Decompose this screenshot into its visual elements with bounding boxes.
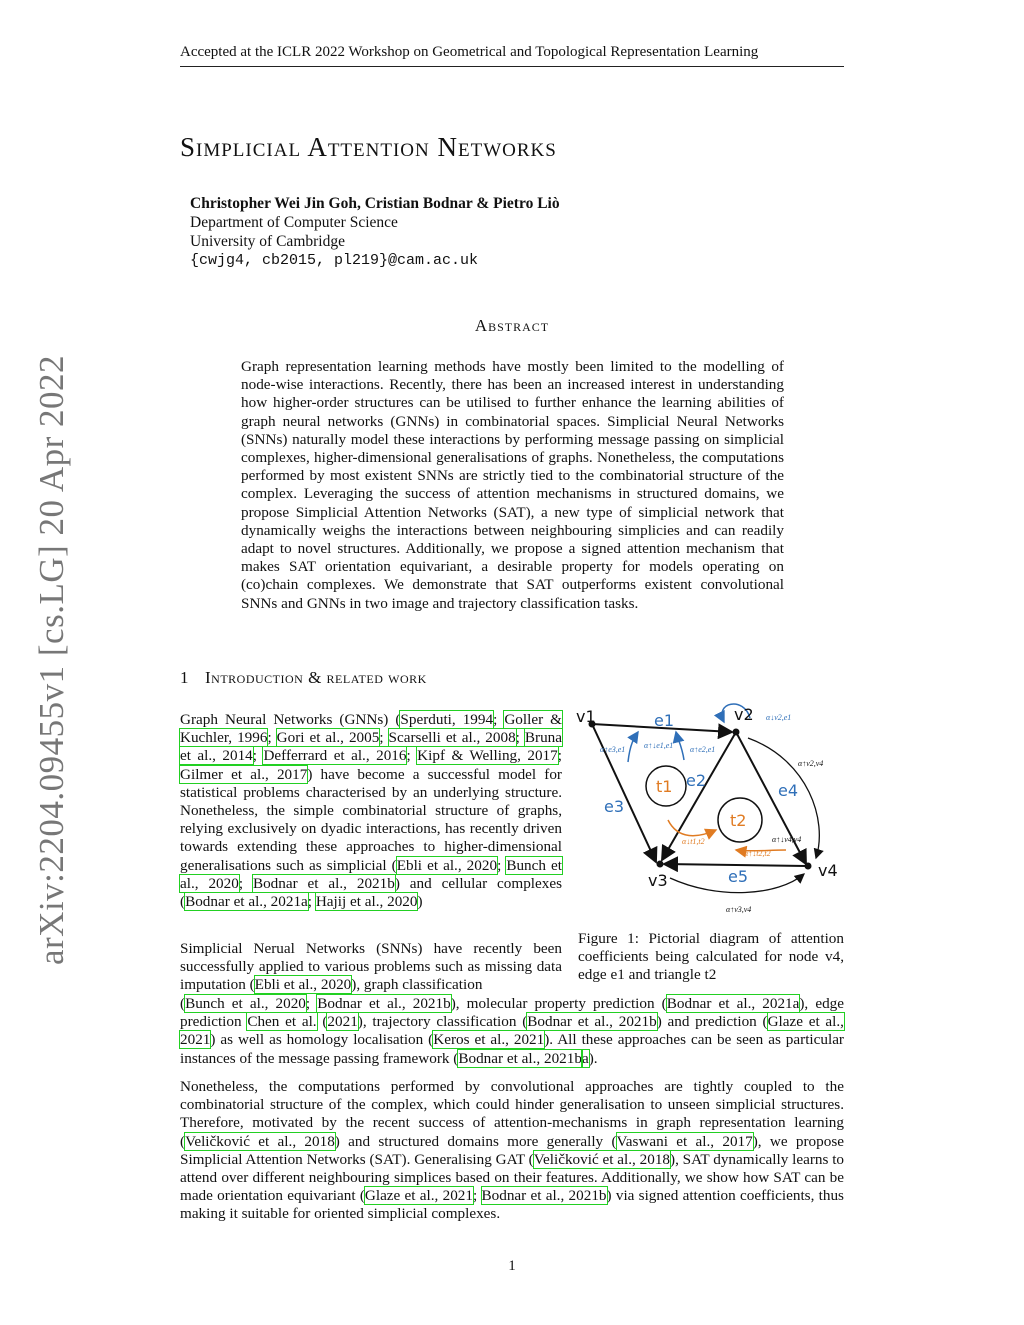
abstract-heading: Abstract	[474, 316, 550, 335]
citation-link[interactable]: Bodnar et al., 2021b	[458, 1049, 582, 1067]
citation-link[interactable]: Bodnar et al., 2021b	[317, 995, 451, 1012]
svg-text:α↑e3,e1: α↑e3,e1	[600, 745, 626, 754]
svg-text:α↑v3,v4: α↑v3,v4	[726, 905, 752, 914]
citation-link[interactable]: Keros et al., 2021	[433, 1031, 545, 1049]
vertex-v2	[733, 729, 740, 736]
figure-1	[578, 700, 844, 925]
citation-link[interactable]: Defferrard et al., 2016	[263, 747, 407, 765]
label-e4: e4	[778, 781, 799, 800]
citation-link[interactable]: Gilmer et al., 2017	[180, 765, 308, 783]
citation-link[interactable]: Bodnar et al., 2021b	[527, 1013, 657, 1031]
author-department: Department of Computer Science	[190, 214, 398, 231]
citation-link[interactable]: Bruna et al., 2014	[180, 729, 562, 765]
citation-link[interactable]: Bodnar et al., 2021b	[252, 874, 395, 892]
svg-text:α↑↓t2,t2: α↑↓t2,t2	[744, 849, 771, 858]
label-v1: v1	[576, 707, 596, 726]
citation-link[interactable]: a	[581, 1049, 589, 1067]
vertex-v4	[805, 863, 812, 870]
label-t2: t2	[730, 811, 747, 830]
citation-link[interactable]: Veličković et al., 2018	[533, 1150, 671, 1168]
label-v3: v3	[648, 871, 668, 890]
vertex-v3	[657, 861, 664, 868]
citation-link[interactable]: Scarselli et al., 2008	[388, 729, 516, 747]
svg-text:α↑e2,e1: α↑e2,e1	[690, 745, 716, 754]
citation-link[interactable]: Bodnar et al., 2021b	[481, 1187, 607, 1205]
abstract-text: Graph representation learning methods have mostly been limited to the modelling of node-wise interactions. Recently, there has been an increased interest in understanding how higher-order structures can be utilised to further enhance the learning abilities of graph neural networks (GNNs) in combinatorial spaces. Simplicial Neural Networks (SNNs) naturally model these interactions by performing message passing on simplicial complexes, higher-dimensional generalisations of graphs. Nonetheless, the computations performed by most existent SNNs are strictly tied to the combinatorial structure of the complex. Leveraging the success of attention mechanisms in structured domains, we propose Simplicial Attention Networks (SAT), a new type of simplicial network that dynamically weighs the interactions between neighbouring simplicies and can readily adapt to novel structures. Additionally, we propose a signed attention mechanism that makes SAT orientation equivariant, a desirable property for models operating on (co)chain complexes. We demonstrate that SAT outperforms existent convolutional SNNs and GNNs in two image and trajectory classification tasks.	[241, 358, 784, 612]
author-university: University of Cambridge	[190, 233, 345, 250]
label-t1: t1	[656, 777, 673, 796]
author-email[interactable]: {cwjg4, cb2015, pl219}@cam.ac.uk	[190, 252, 479, 269]
citation-link[interactable]: Glaze et al., 2021	[180, 1013, 844, 1049]
citation-link[interactable]: Gori et al., 2005	[276, 729, 380, 747]
intro-paragraph-2-cont: (Bunch et al., 2020; Bodnar et al., 2021b), molecular property prediction (Bodnar et al., 2021a), edge prediction Chen et al. (2021), trajectory classification (Bodnar et al., 2021b) and prediction (Glaze et al., 2021) as well as homology localisation (Keros et al., 2021). All these approaches can be seen as particular instances of the message passing framework (Bodnar et al., 2021ba).	[180, 995, 844, 1067]
citation-link[interactable]: Ebli et al., 2020	[254, 976, 352, 994]
author-names: Christopher Wei Jin Goh, Cristian Bodnar & Pietro Liò	[190, 195, 560, 212]
citation-link[interactable]: Bodnar et al., 2021a	[666, 995, 800, 1012]
svg-text:α↑↓v4,v4: α↑↓v4,v4	[772, 835, 802, 844]
label-e3: e3	[604, 797, 625, 816]
intro-paragraph-2-start: Simplicial Nerual Networks (SNNs) have recently been successfully applied to various problems such as missing data imputation (Ebli et al., 2020), graph classification	[180, 940, 562, 994]
header-rule	[180, 66, 844, 67]
header-note: Accepted at the ICLR 2022 Workshop on Geometrical and Topological Representation Learning	[180, 44, 759, 60]
svg-text:α↓v2,e1: α↓v2,e1	[766, 713, 792, 722]
citation-link[interactable]: Sperduti, 1994	[400, 711, 494, 728]
citation-link[interactable]: Goller & Kuchler, 1996	[180, 711, 562, 747]
citation-link[interactable]: Vaswani et al., 2017	[616, 1132, 753, 1150]
intro-paragraph-1: Graph Neural Networks (GNNs) (Sperduti, 1994; Goller & Kuchler, 1996; Gori et al., 2005; Scarselli et al., 2008; Bruna et al., 2014; Defferrard et al., 2016; Kipf & Welling, 2017; Gilmer et al., 2017) have become a successful model for statistical problems characterised by an underlying structure. Nonetheless, the simple combinatorial structure of graphs, relying exclusively on dyadic interactions, has recently driven towards extending these approaches to higher-dimensional generalisations such as simplicial (Ebli et al., 2020; Bunch et al., 2020; Bodnar et al., 2021b) and cellular complexes (Bodnar et al., 2021a; Hajij et al., 2020)	[180, 711, 562, 911]
citation-link[interactable]: Hajij et al., 2020	[315, 893, 418, 911]
attention-diagram	[578, 700, 844, 925]
svg-text:α↓t1,t2: α↓t1,t2	[682, 837, 705, 846]
arxiv-id[interactable]: arXiv:2204.09455v1 [cs.LG] 20 Apr 2022	[32, 354, 71, 966]
figure-caption: Figure 1: Pictorial diagram of attention coefficients being calculated for node v4, edge e1 and triangle t2	[578, 930, 844, 984]
intro-paragraph-3: Nonetheless, the computations performed by convolutional approaches are tightly coupled to the combinatorial structure of the complex, which could hinder generalisation to unseen simplicial structures. Therefore, motivated by the recent success of attention-mechanisms in graph representation learning (Veličković et al., 2018) and structured domains more generally (Vaswani et al., 2017), we propose Simplicial Attention Networks (SAT). Generalising GAT (Veličković et al., 2018), SAT dynamically learns to attend over different neighbouring simplices based on their features. Additionally, we show how SAT can be made orientation equivariant (Glaze et al., 2021; Bodnar et al., 2021b) via signed attention coefficients, thus making it suitable for oriented simplicial complexes.	[180, 1078, 845, 1223]
citation-link[interactable]: Kipf & Welling, 2017	[417, 747, 558, 765]
label-e5: e5	[728, 867, 749, 886]
author-block	[190, 194, 560, 270]
svg-text:α↑↓e1,e1: α↑↓e1,e1	[644, 741, 674, 750]
citation-link[interactable]: Bunch et al., 2020	[185, 995, 306, 1012]
citation-link[interactable]: Chen et al.	[247, 1013, 317, 1031]
section-heading	[180, 668, 427, 688]
citation-link[interactable]: Bunch et al., 2020	[180, 856, 562, 892]
citation-link[interactable]: Bodnar et al., 2021a	[185, 893, 308, 911]
page-number: 1	[508, 1258, 516, 1274]
section-number: 1	[180, 668, 189, 687]
edge-e5-line	[664, 864, 806, 866]
label-e1: e1	[654, 711, 675, 730]
citation-link[interactable]: Veličković et al., 2018	[185, 1132, 335, 1150]
label-v2: v2	[734, 705, 754, 724]
citation-link[interactable]: Glaze et al., 2021	[364, 1187, 473, 1205]
svg-text:α↑v2,v4: α↑v2,v4	[798, 759, 824, 768]
citation-link[interactable]: 2021	[327, 1013, 358, 1031]
label-v4: v4	[818, 861, 838, 880]
section-title: Introduction & related work	[205, 668, 427, 687]
paper-title: Simplicial Attention Networks	[180, 132, 557, 162]
citation-link[interactable]: Ebli et al., 2020	[396, 856, 498, 874]
label-e2: e2	[686, 771, 707, 790]
